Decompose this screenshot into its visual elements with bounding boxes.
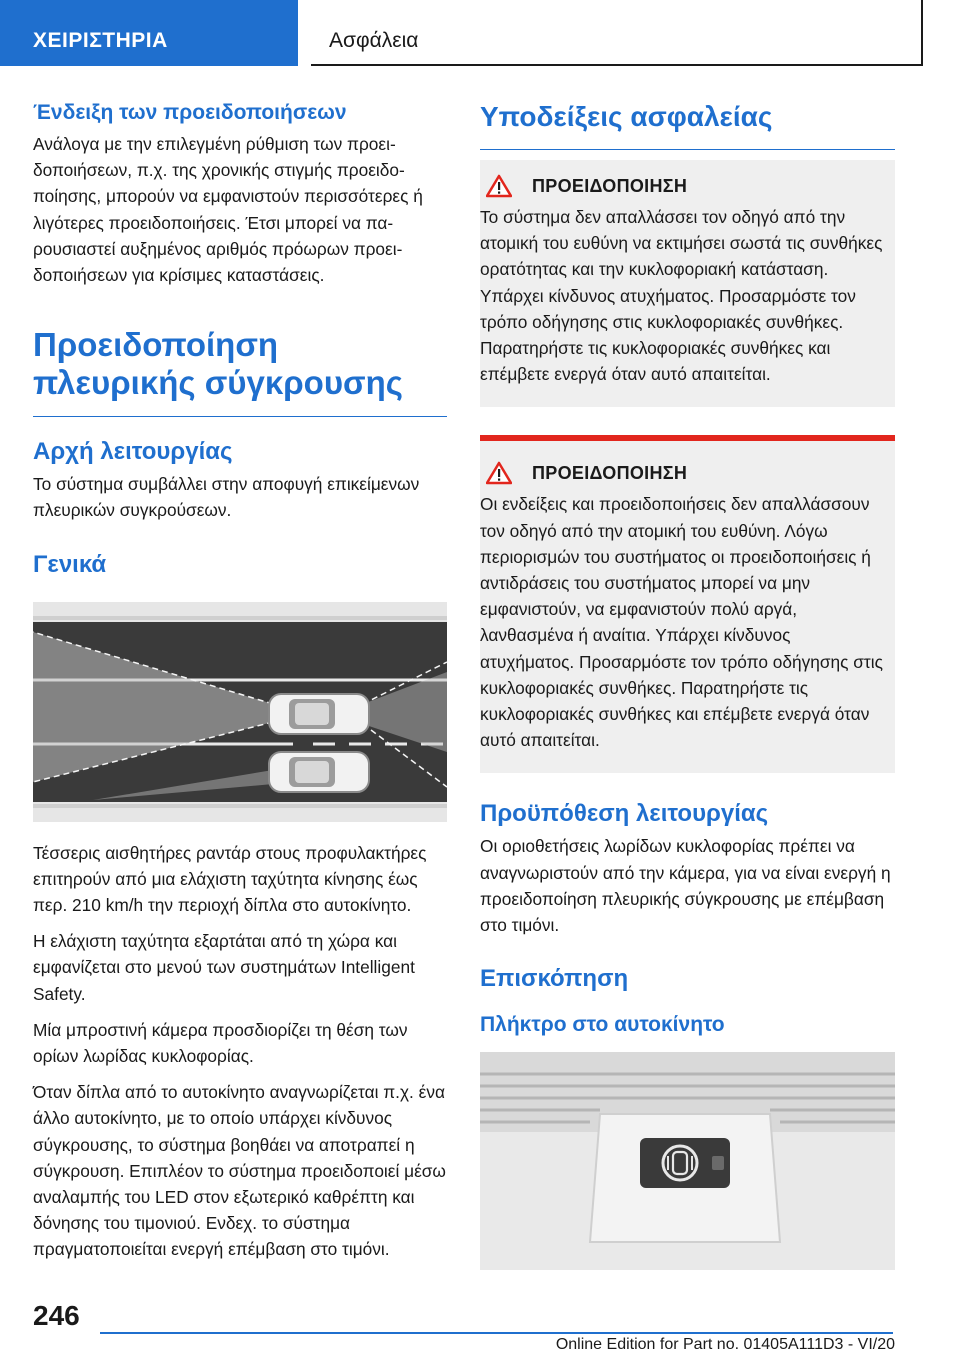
chapter-title: Προειδοποίηση πλευρικής σύγκρουσης xyxy=(33,326,447,417)
vehicle-button-photo xyxy=(480,1052,895,1270)
overview-heading: Επισκόπηση xyxy=(480,965,629,993)
left-column xyxy=(33,100,447,1273)
edition-text: Online Edition for Part no. 01405A111D3 - VI/20 xyxy=(555,1336,895,1353)
warning-triangle-icon xyxy=(486,174,512,198)
warning-title xyxy=(480,174,883,198)
warning-title-text: ΠΡΟΕΙΔΟΠΟΙΗΣΗ xyxy=(532,175,688,196)
chapter-tab[interactable]: ΧΕΙΡΙΣΤΗΡΙΑ xyxy=(0,0,298,66)
page-number: 246 xyxy=(33,1300,80,1331)
safety-heading: Υποδείξεις ασφαλείας xyxy=(480,100,895,150)
paragraph: Όταν δίπλα από το αυτοκίνητο αναγνωρίζεται π.χ. ένα άλλο αυτοκίνητο, με το οποίο υπάρχει κίνδυνος σύγκρουσης, το σύστημα βοηθάει να αποτραπεί η σύγκρουση. Επιπλέον το σύστημα προειδοποιεί μέσω αναλαμπής του LED στον εξωτερικό καθρέπτη και δόνησης του τιμονιού. Ενδεχ. το σύστημα πραγματοποιείται ενεργή επέμβαση στο τιμόνι. xyxy=(33,1082,446,1260)
warning-title xyxy=(480,461,883,485)
paragraph: Τέσσερις αισθητήρες ραντάρ στους προφυλακτήρες επιτηρούν από μια ελάχιστη ταχύτητα κίνησης έως περ. 210 km/h την περιοχή δίπλα στο αυτοκίνητο. xyxy=(33,842,427,916)
warning-text: Το σύστημα δεν απαλλάσσει τον οδηγό από την ατομική του ευθύνη να εκτιμήσει σωστά τις συνθήκες ορατότητας και την κυκλοφοριακή κατάσταση. Υπάρχει κίνδυνος ατυχήματος. Προσαρμόστε τον τρόπο οδήγησης στις κυκλοφοριακές συνθήκες. Παρατηρήστε τις κυκλοφοριακές συνθήκες και επέμβετε ενεργά όταν αυτό απαιτείται. xyxy=(480,207,883,385)
prereq-text: Οι οριοθετήσεις λωρίδων κυκλοφορίας πρέπει να αναγνωριστούν από την κάμερα, για να είναι ενεργή η προειδοποίηση πλευρικής σύγκρουσης με επέμβαση στο τιμόνι. xyxy=(480,836,891,936)
page-header xyxy=(0,0,960,66)
general-heading: Γενικά xyxy=(33,550,107,578)
principle-heading: Αρχή λειτουργίας xyxy=(33,438,233,466)
prereq-heading: Προϋπόθεση λειτουργίας xyxy=(480,800,769,828)
side-collision-illustration xyxy=(33,602,447,822)
section-title: Ασφάλεια xyxy=(311,0,923,66)
warning-box xyxy=(480,160,895,407)
button-heading: Πλήκτρο στο αυτοκίνητο xyxy=(480,1013,725,1037)
paragraph: Η ελάχιστη ταχύτητα εξαρτάται από τη χώρα και εμφανίζεται στο μενού των συστημάτων Intelligent Safety. xyxy=(33,931,415,1004)
warning-title-text: ΠΡΟΕΙΔΟΠΟΙΗΣΗ xyxy=(532,462,688,483)
warning-box xyxy=(480,435,895,773)
warning-triangle-icon xyxy=(486,461,512,485)
right-column xyxy=(480,100,895,1270)
paragraph: Μία μπροστινή κάμερα προσδιορίζει τη θέση των ορίων λωρίδας κυκλοφορίας. xyxy=(33,1019,408,1067)
warning-text: Οι ενδείξεις και προειδοποιήσεις δεν απαλλάσσουν τον οδηγό από την ατομική του ευθύνη. Λόγω περιορισμών του συστήματος οι προειδοποιήσεις ή αντιδράσεις του συστήματος μπορεί να μην εμφανιστούν, να εμφανιστούν πολύ αργά, λανθασμένα ή αναίτια. Υπάρχει κίνδυνος ατυχήματος. Προσαρμόστε τον τρόπο οδήγησης στις κυκλοφοριακές συνθήκες. Παρατηρήστε τις κυκλοφοριακές συνθήκες και επέμβετε ενεργά όταν αυτό απαιτείται. xyxy=(480,494,883,751)
warning-display-heading: Ένδειξη των προειδοποιήσεων xyxy=(33,101,347,124)
warning-display-text: Ανάλογα με την επιλεγμένη ρύθμιση των προειδοποιήσεων, π.χ. της χρονικής στιγμής προειδοποίησης, μπορούν να εμφανιστούν περισσότερες ή λιγότερες προειδοποιήσεις. Έτσι μπορεί να παρουσιαστεί αυξημένος αριθμός πρόωρων προειδοποιήσεων για κρίσιμες καταστάσεις. xyxy=(33,134,423,286)
principle-text: Το σύστημα συμβάλλει στην αποφυγή επικείμενων πλευρικών συγκρούσεων. xyxy=(33,474,420,521)
footer-divider xyxy=(100,1332,893,1334)
